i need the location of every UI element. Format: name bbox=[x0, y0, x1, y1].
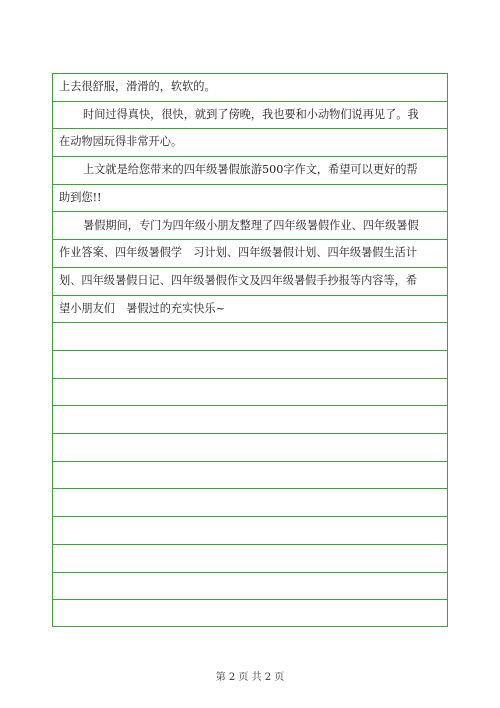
ruled-line bbox=[53, 296, 447, 324]
ruled-line bbox=[53, 129, 447, 157]
ruled-line bbox=[53, 490, 447, 518]
ruled-line bbox=[53, 102, 447, 130]
ruled-line bbox=[53, 517, 447, 545]
line-text: 在动物园玩得非常开心。 bbox=[59, 135, 183, 149]
line-text: 望小朋友们 暑假过的充实快乐~ bbox=[59, 301, 225, 315]
ruled-line bbox=[53, 185, 447, 213]
line-text: 助到您!! bbox=[59, 190, 102, 204]
ruled-line bbox=[53, 434, 447, 462]
ruled-line bbox=[53, 157, 447, 185]
page-footer: 第 2 页 共 2 页 bbox=[215, 672, 285, 683]
line-text: 作业答案、四年级暑假学 习计划、四年级暑假计划、四年级暑假生活计 bbox=[59, 246, 418, 260]
line-text: 暑假期间，专门为四年级小朋友整理了四年级暑假作业、四年级暑假 bbox=[83, 218, 419, 232]
ruled-line bbox=[53, 573, 447, 601]
ruled-line bbox=[53, 213, 447, 241]
ruled-line bbox=[53, 545, 447, 573]
ruled-line bbox=[53, 323, 447, 351]
lined-paper-sheet bbox=[52, 73, 448, 627]
line-text: 时间过得真快，很快，就到了傍晚，我也要和小动物们说再见了。我 bbox=[83, 107, 419, 121]
ruled-line bbox=[53, 74, 447, 102]
ruled-line bbox=[53, 600, 447, 628]
ruled-line bbox=[53, 240, 447, 268]
ruled-line bbox=[53, 351, 447, 379]
ruled-line bbox=[53, 406, 447, 434]
ruled-line bbox=[53, 379, 447, 407]
ruled-line bbox=[53, 462, 447, 490]
ruled-line bbox=[53, 268, 447, 296]
line-text: 划、四年级暑假日记、四年级暑假作文及四年级暑假手抄报等内容等，希 bbox=[59, 273, 418, 287]
line-text: 上文就是给您带来的四年级暑假旅游500字作文，希望可以更好的帮 bbox=[83, 163, 418, 177]
line-text: 上去很舒服，滑滑的，软软的。 bbox=[59, 80, 216, 93]
